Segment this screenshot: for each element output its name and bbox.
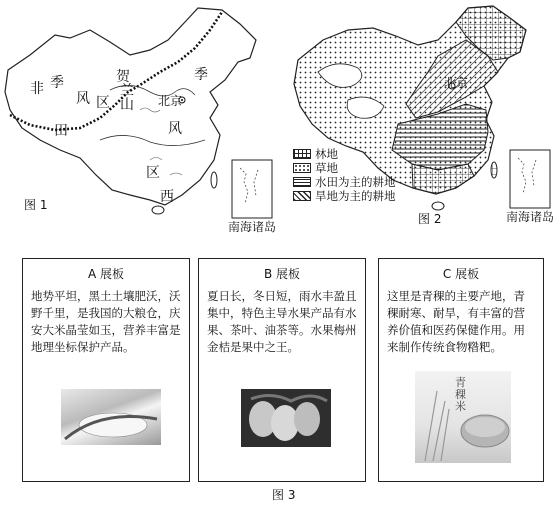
taiwan-fig1 [211, 172, 217, 188]
highland-barley-photo [415, 371, 511, 463]
region-char-tian: 田 [54, 123, 68, 139]
figure2-inset-label: 南海诸岛 [506, 210, 555, 224]
board-b-title: B 展板 [263, 267, 301, 281]
board-a-title: A 展板 [87, 267, 125, 281]
helan-char-shan: 山 [120, 97, 134, 113]
region-char-feng1: 风 [76, 91, 90, 107]
helan-char-lan: 兰 [120, 83, 134, 99]
beijing-label-fig1: 北京 [158, 94, 183, 108]
legend-swatch-dryland [293, 191, 311, 201]
rice-photo [61, 389, 161, 445]
region-char-ji2: 季 [194, 67, 208, 83]
yangtze-river [100, 135, 205, 145]
legend-label-grassland: 草地 [315, 161, 338, 175]
south-china-sea-inset-fig1 [232, 160, 272, 218]
pomelo-photo [241, 389, 331, 447]
region-char-xi: 西 [160, 189, 174, 205]
region-char-ji1: 季 [50, 75, 64, 91]
board-c [378, 258, 544, 482]
figure3-caption: 图 3 [272, 488, 296, 502]
legend-swatch-grassland [293, 163, 311, 173]
legend-label-paddy: 水田为主的耕地 [315, 175, 396, 189]
board-a-text: 地势平坦，黑土土壤肥沃，沃野千里，是我国的大粮仓，庆安大米晶莹如玉，营养丰富是地理坐标保护产品。 [31, 291, 181, 354]
legend-swatch-paddy [293, 177, 311, 187]
forest-area-south [412, 164, 474, 194]
board-a [22, 258, 190, 482]
legend-label-dryland: 旱地为主的耕地 [315, 189, 396, 203]
figure2-map [288, 0, 556, 240]
helan-char-he: 贺 [116, 69, 130, 85]
board-b [198, 258, 366, 482]
figure2-caption: 图 2 [418, 212, 442, 226]
south-china-sea-inset-fig2 [510, 150, 550, 208]
board-b-text: 夏日长，冬日短，雨水丰盈且集中，特色主导水果产品有水果、茶叶、油茶等。水果梅州金桔是果中之王。 [207, 291, 357, 354]
board-c-title: C 展板 [442, 267, 480, 281]
figure1-caption: 图 1 [24, 198, 48, 212]
figure1-inset-label: 南海诸岛 [228, 220, 277, 234]
region-char-feng2: 风 [168, 121, 182, 137]
region-char-qu1: 区 [96, 95, 110, 111]
legend-swatch-forest [293, 149, 311, 159]
legend-label-forest: 林地 [315, 147, 338, 161]
beijing-label-fig2: 北京 [444, 76, 469, 90]
board-c-text: 这里是青稞的主要产地，青稞耐寒、耐旱，有丰富的营养价值和医药保健作用。用来制作传统食物糌粑。 [387, 291, 525, 354]
barley-brand-text: 青稞米 [455, 376, 466, 413]
region-char-fei: 非 [30, 81, 44, 97]
hainan-island-fig1 [152, 206, 164, 214]
region-char-qu2: 区 [146, 165, 160, 181]
